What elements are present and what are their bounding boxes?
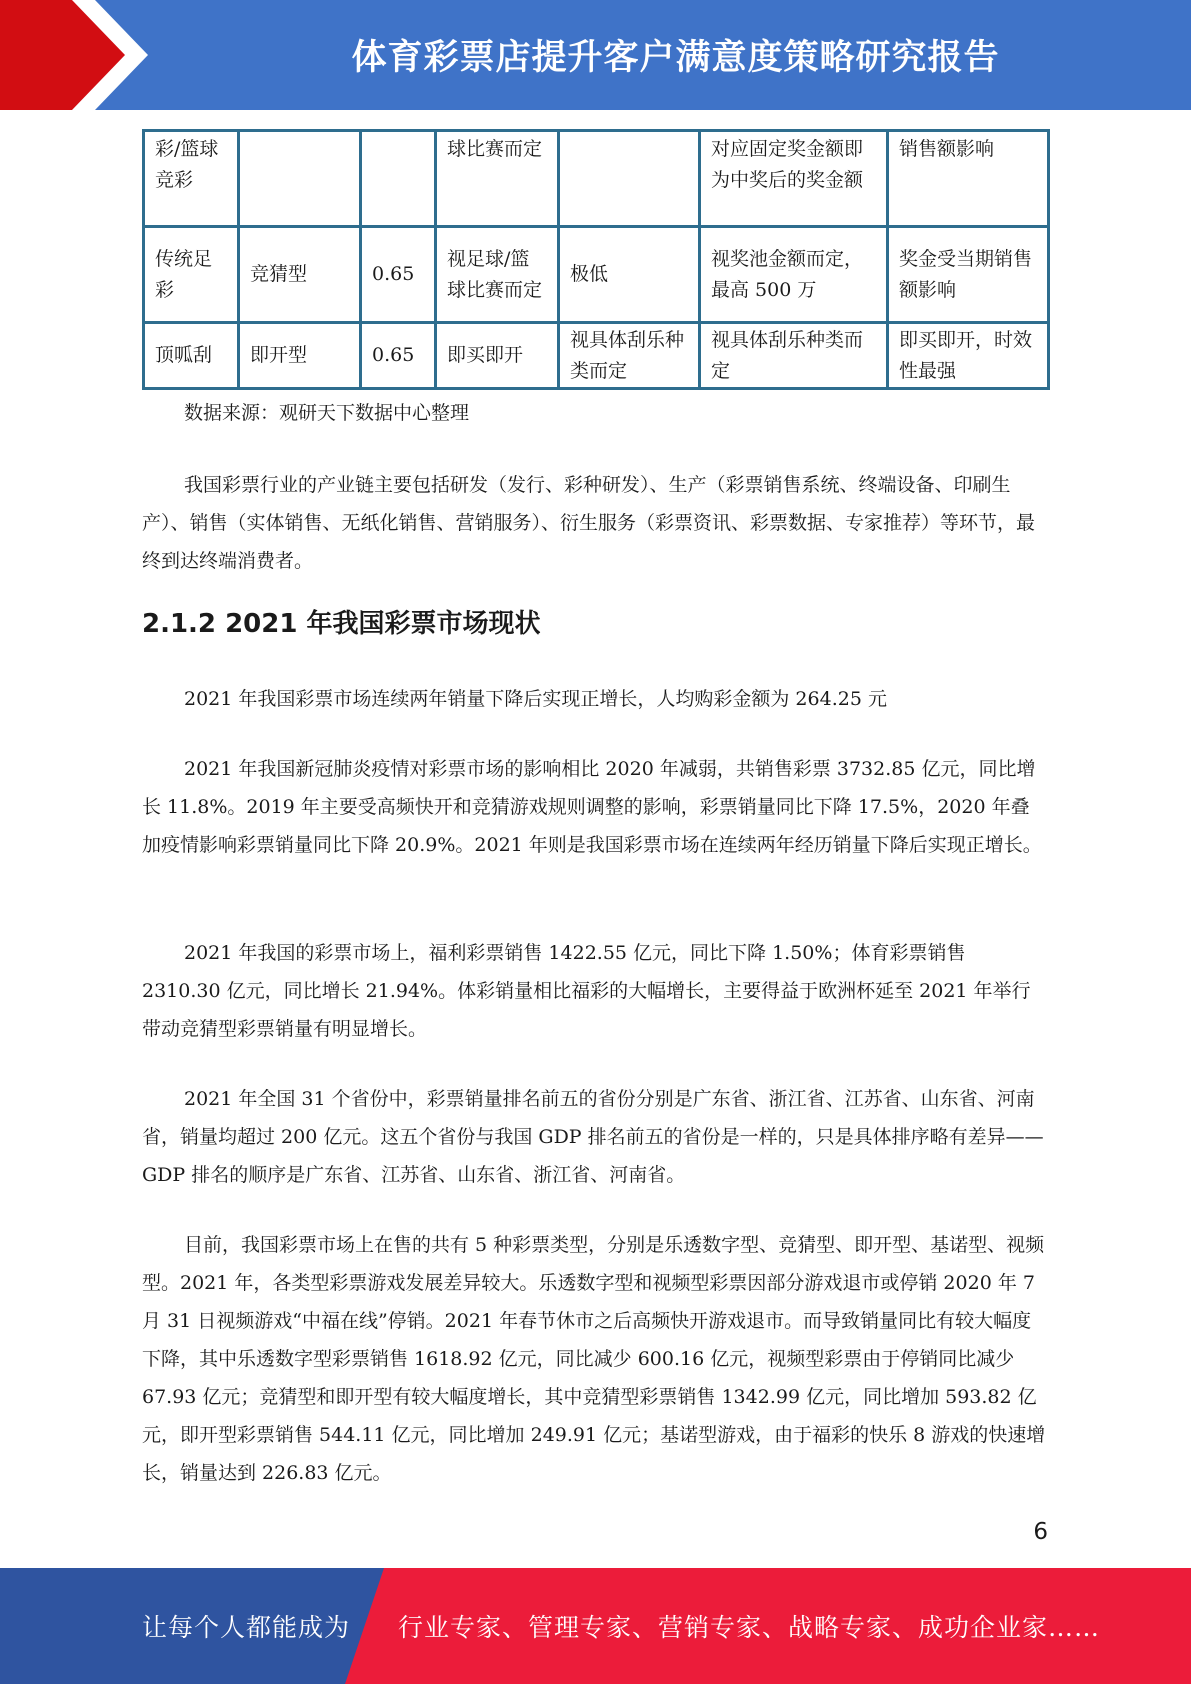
- table-cell: [239, 131, 361, 227]
- table-row: [144, 227, 1049, 323]
- table-cell: 竞猜型: [239, 227, 361, 323]
- table-cell: 即开型: [239, 323, 361, 389]
- table-cell: [361, 131, 436, 227]
- table-cell: [559, 131, 700, 227]
- section-heading: 2.1.2 2021 年我国彩票市场现状: [142, 609, 541, 639]
- table-cell: 球比赛而定: [436, 131, 559, 227]
- table-cell: 对应固定奖金额即为中奖后的奖金额: [700, 131, 888, 227]
- table-cell: 0.65: [361, 227, 436, 323]
- table-cell: 0.65: [361, 323, 436, 389]
- table-cell: 销售额影响: [888, 131, 1049, 227]
- table-cell: 视奖池金额而定，最高 500 万: [700, 227, 888, 323]
- table-cell: 即买即开，时效性最强: [888, 323, 1049, 389]
- table-row: [144, 323, 1049, 389]
- table-cell: 视足球/篮球比赛而定: [436, 227, 559, 323]
- paragraph-welfare-sports: 2021 年我国的彩票市场上，福利彩票销售 1422.55 亿元，同比下降 1.50%；体育彩票销售 2310.30 亿元，同比增长 21.94%。体彩销量相比福彩的大幅增长，主要得益于欧洲杯延至 2021 年举行带动竞猜型彩票销量有明显增长。: [142, 942, 1031, 1040]
- page-header: [0, 0, 1191, 110]
- data-source-note: 数据来源：观研天下数据中心整理: [184, 402, 470, 424]
- paragraph-lottery-types: 目前，我国彩票市场上在售的共有 5 种彩票类型，分别是乐透数字型、竞猜型、即开型、基诺型、视频型。2021 年，各类型彩票游戏发展差异较大。乐透数字型和视频型彩票因部分游戏退市或停销 2020 年 7 月 31 日视频游戏“中福在线”停销。2021 年春节休市之后高频快开游戏退市。而导致销量同比有较大幅度下降，其中乐透数字型彩票销售 1618.92 亿元，同比减少 600.16 亿元，视频型彩票由于停销同比减少 67.93 亿元；竞猜型和即开型有较大幅度增长，其中竞猜型彩票销售 1342.99 亿元，同比增加 593.82 亿元，即开型彩票销售 544.11 亿元，同比增加 249.91 亿元；基诺型游戏，由于福彩的快乐 8 游戏的快速增长，销量达到 226.83 亿元。: [142, 1234, 1046, 1484]
- table-cell: 即买即开: [436, 323, 559, 389]
- table-cell: 视具体刮乐种类而定: [700, 323, 888, 389]
- table-row: [144, 131, 1049, 227]
- table-cell: 视具体刮乐种类而定: [559, 323, 700, 389]
- page-footer: [0, 1568, 1191, 1684]
- lottery-types-table: [142, 129, 1050, 390]
- page-number: 6: [1033, 1519, 1048, 1545]
- table-cell: 传统足彩: [144, 227, 239, 323]
- paragraph-summary: 2021 年我国彩票市场连续两年销量下降后实现正增长，人均购彩金额为 264.25 元: [184, 688, 887, 710]
- table-cell: 奖金受当期销售额影响: [888, 227, 1049, 323]
- footer-slogan-right: 行业专家、管理专家、营销专家、战略专家、成功企业家……: [398, 1613, 1101, 1642]
- paragraph-industry-chain: 我国彩票行业的产业链主要包括研发（发行、彩种研发）、生产（彩票销售系统、终端设备、印刷生产）、销售（实体销售、无纸化销售、营销服务）、衍生服务（彩票资讯、彩票数据、专家推荐）等环节，最终到达终端消费者。: [142, 474, 1036, 572]
- footer-slogan-left: 让每个人都能成为: [142, 1613, 351, 1642]
- table-cell: 极低: [559, 227, 700, 323]
- paragraph-provinces: 2021 年全国 31 个省份中，彩票销量排名前五的省份分别是广东省、浙江省、江苏省、山东省、河南省，销量均超过 200 亿元。这五个省份与我国 GDP 排名前五的省份是一样的，只是具体排序略有差异——GDP 排名的顺序是广东省、江苏省、山东省、浙江省、河南省。: [142, 1088, 1044, 1186]
- table-cell: 彩/篮球竞彩: [144, 131, 239, 227]
- paragraph-market-2021: 2021 年我国新冠肺炎疫情对彩票市场的影响相比 2020 年减弱，共销售彩票 3732.85 亿元，同比增长 11.8%。2019 年主要受高频快开和竞猜游戏规则调整的影响，彩票销量同比下降 17.5%，2020 年叠加疫情影响彩票销量同比下降 20.9%。2021 年则是我国彩票市场在连续两年经历销量下降后实现正增长。: [142, 758, 1042, 856]
- header-title: 体育彩票店提升客户满意度策略研究报告: [351, 38, 1000, 78]
- table-cell: 顶呱刮: [144, 323, 239, 389]
